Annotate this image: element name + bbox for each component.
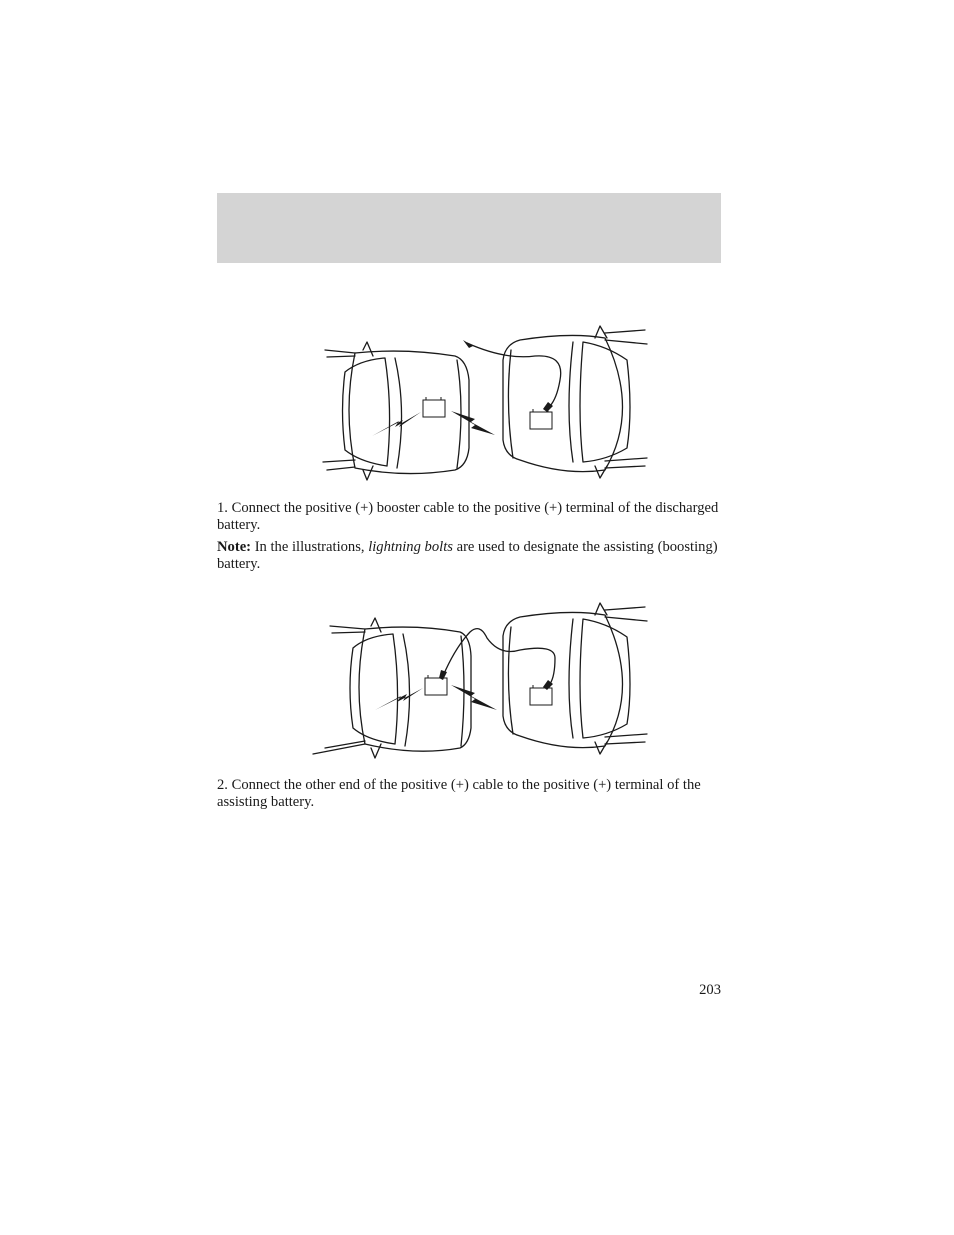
disabled-car — [503, 603, 647, 754]
step-1-text: 1. Connect the positive (+) booster cable to the positive (+) terminal of the discharged battery. — [217, 500, 719, 533]
step-2-text: 2. Connect the other end of the positive (+) cable to the positive (+) terminal of the assisting battery. — [217, 777, 701, 810]
note-text-before: In the illustrations, — [251, 539, 369, 555]
note-italic-term: lightning bolts — [368, 539, 453, 555]
lightning-bolt-icon — [375, 685, 497, 710]
jump-start-illustration-step-2 — [305, 598, 660, 768]
lightning-bolt-icon — [372, 411, 495, 436]
disabled-car — [503, 326, 647, 478]
booster-cable — [439, 629, 555, 690]
note-label: Note: — [217, 539, 252, 555]
note-paragraph — [217, 539, 721, 573]
note-text-after: are used to designate the assisting (boosting) battery. — [217, 539, 718, 572]
assisting-car — [323, 342, 469, 480]
booster-cable — [463, 340, 561, 412]
jump-start-illustration-step-1 — [315, 320, 660, 490]
assisting-car — [313, 618, 471, 758]
page-number: 203 — [699, 982, 721, 998]
section-header-band — [217, 193, 721, 263]
